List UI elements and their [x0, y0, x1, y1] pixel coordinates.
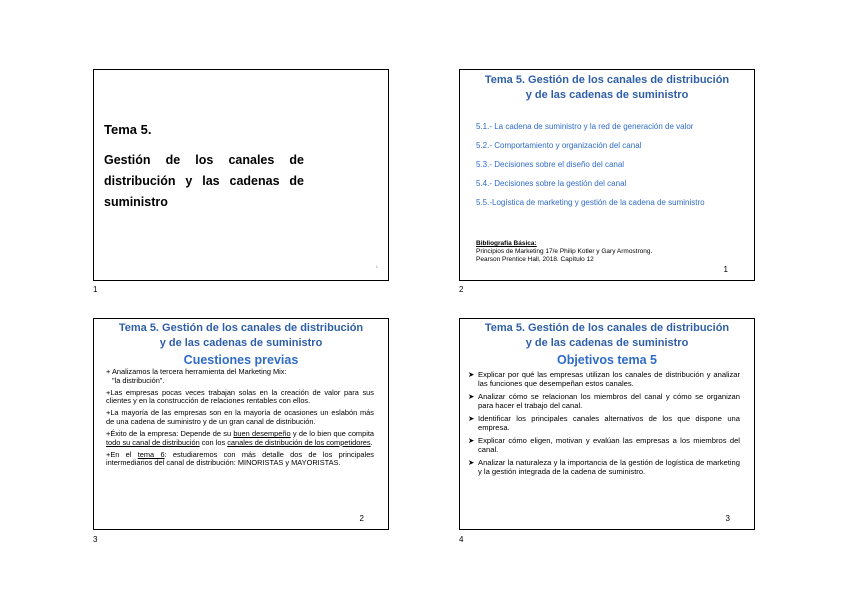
list-item: ➤ Explicar por qué las empresas utilizan los canales de distribución y analizar las funciones que desempeñan estos canales. — [468, 370, 740, 388]
page-number-2: 2 — [459, 285, 464, 294]
toc-item: 5.2.- Comportamiento y organización del canal — [476, 141, 642, 150]
slide2-bibliography — [476, 240, 652, 264]
toc-item: 5.4.- Decisiones sobre la gestión del canal — [476, 179, 627, 188]
slide3-body — [106, 368, 374, 471]
list-item: ➤ Analizar cómo se relacionan los miembros del canal y cómo se organizan para hacer el trabajo del canal. — [468, 392, 740, 410]
arrow-bullet-icon: ➤ — [468, 458, 475, 467]
page-number-1: 1 — [93, 285, 98, 294]
toc-item: 5.3.- Decisiones sobre el diseño del canal — [476, 160, 625, 169]
slide2-title-line2: y de las cadenas de suministro — [525, 89, 689, 101]
paragraph: + Analizamos la tercera herramienta del Marketing Mix: "la distribución". — [106, 367, 287, 385]
toc-item: 5.1.- La cadena de suministro y la red de generación de valor — [476, 122, 694, 131]
slide2-title-line1: Tema 5. Gestión de los canales de distribución — [484, 74, 730, 86]
paragraph: +Las empresas pocas veces trabajan solas en la creación de valor para sus clientes y en la construcción de relaciones rentables con ellos. — [106, 387, 374, 406]
slide3-page-number: 2 — [359, 514, 364, 523]
bibliography-heading: Bibliografía Básica: — [476, 240, 537, 247]
paragraph: +Éxito de la empresa: Depende de su buen desempeño y de lo bien que compita todo su canal de distribución con los canales de distribución de los competidores. — [106, 429, 374, 447]
bibliography-line2: Pearson Prentice Hall, 2018. Capítulo 12 — [476, 256, 594, 263]
slide4-subtitle: Objetivos tema 5 — [556, 353, 658, 367]
slide2-contents-list — [476, 122, 738, 207]
arrow-bullet-icon: ➤ — [468, 392, 475, 401]
slide4-title-line2: y de las cadenas de suministro — [525, 337, 689, 349]
slide-1 — [93, 69, 389, 281]
slide3-title — [102, 321, 380, 351]
arrow-bullet-icon: ➤ — [468, 370, 475, 379]
arrow-bullet-icon: ➤ — [468, 414, 475, 423]
page-number-3: 3 — [93, 535, 98, 544]
bibliography-line1: Principios de Marketing 17/e Philip Kotler y Gary Armostrong. — [476, 248, 653, 255]
slide3-subtitle: Cuestiones previas — [183, 353, 299, 367]
paragraph: +En el tema 6: estudiaremos con más detalle dos de los principales intermediarios del canal de distribución: MINORISTAS y MAYORISTAS. — [106, 449, 374, 468]
toc-item: 5.5.-Logística de marketing y gestión de la cadena de suministro — [476, 198, 705, 207]
arrow-bullet-icon: ➤ — [468, 436, 475, 445]
slide4-objectives-list — [468, 370, 740, 480]
list-item: ➤ Identificar los principales canales alternativos de los que dispone una empresa. — [468, 414, 740, 432]
slide1-title: Gestión de los canales de distribución y las cadenas de suministro — [104, 153, 304, 209]
slide-3 — [93, 318, 389, 530]
slide1-corner-mark: 1 — [375, 264, 378, 269]
slide-4 — [459, 318, 755, 530]
slide4-title — [468, 321, 746, 351]
slide2-page-number: 1 — [723, 265, 728, 274]
slide4-page-number: 3 — [725, 514, 730, 523]
slide2-title — [470, 73, 744, 103]
slide3-title-line2: y de las cadenas de suministro — [159, 337, 323, 349]
page-number-4: 4 — [459, 535, 464, 544]
slide3-title-line1: Tema 5. Gestión de los canales de distribución — [118, 322, 364, 334]
list-item: ➤ Explicar cómo eligen, motivan y evalúan las empresas a los miembros del canal. — [468, 436, 740, 454]
slide1-heading: Tema 5. — [104, 122, 152, 137]
slide4-title-line1: Tema 5. Gestión de los canales de distribución — [484, 322, 730, 334]
paragraph: +La mayoría de las empresas son en la mayoría de ocasiones un eslabón más de una cadena de suministro y de un gran canal de distribución. — [106, 408, 374, 426]
slide-2 — [459, 69, 755, 281]
list-item: ➤ Analizar la naturaleza y la importancia de la gestión de logística de marketing y la gestión integrada de la cadena de suministro. — [468, 458, 740, 476]
